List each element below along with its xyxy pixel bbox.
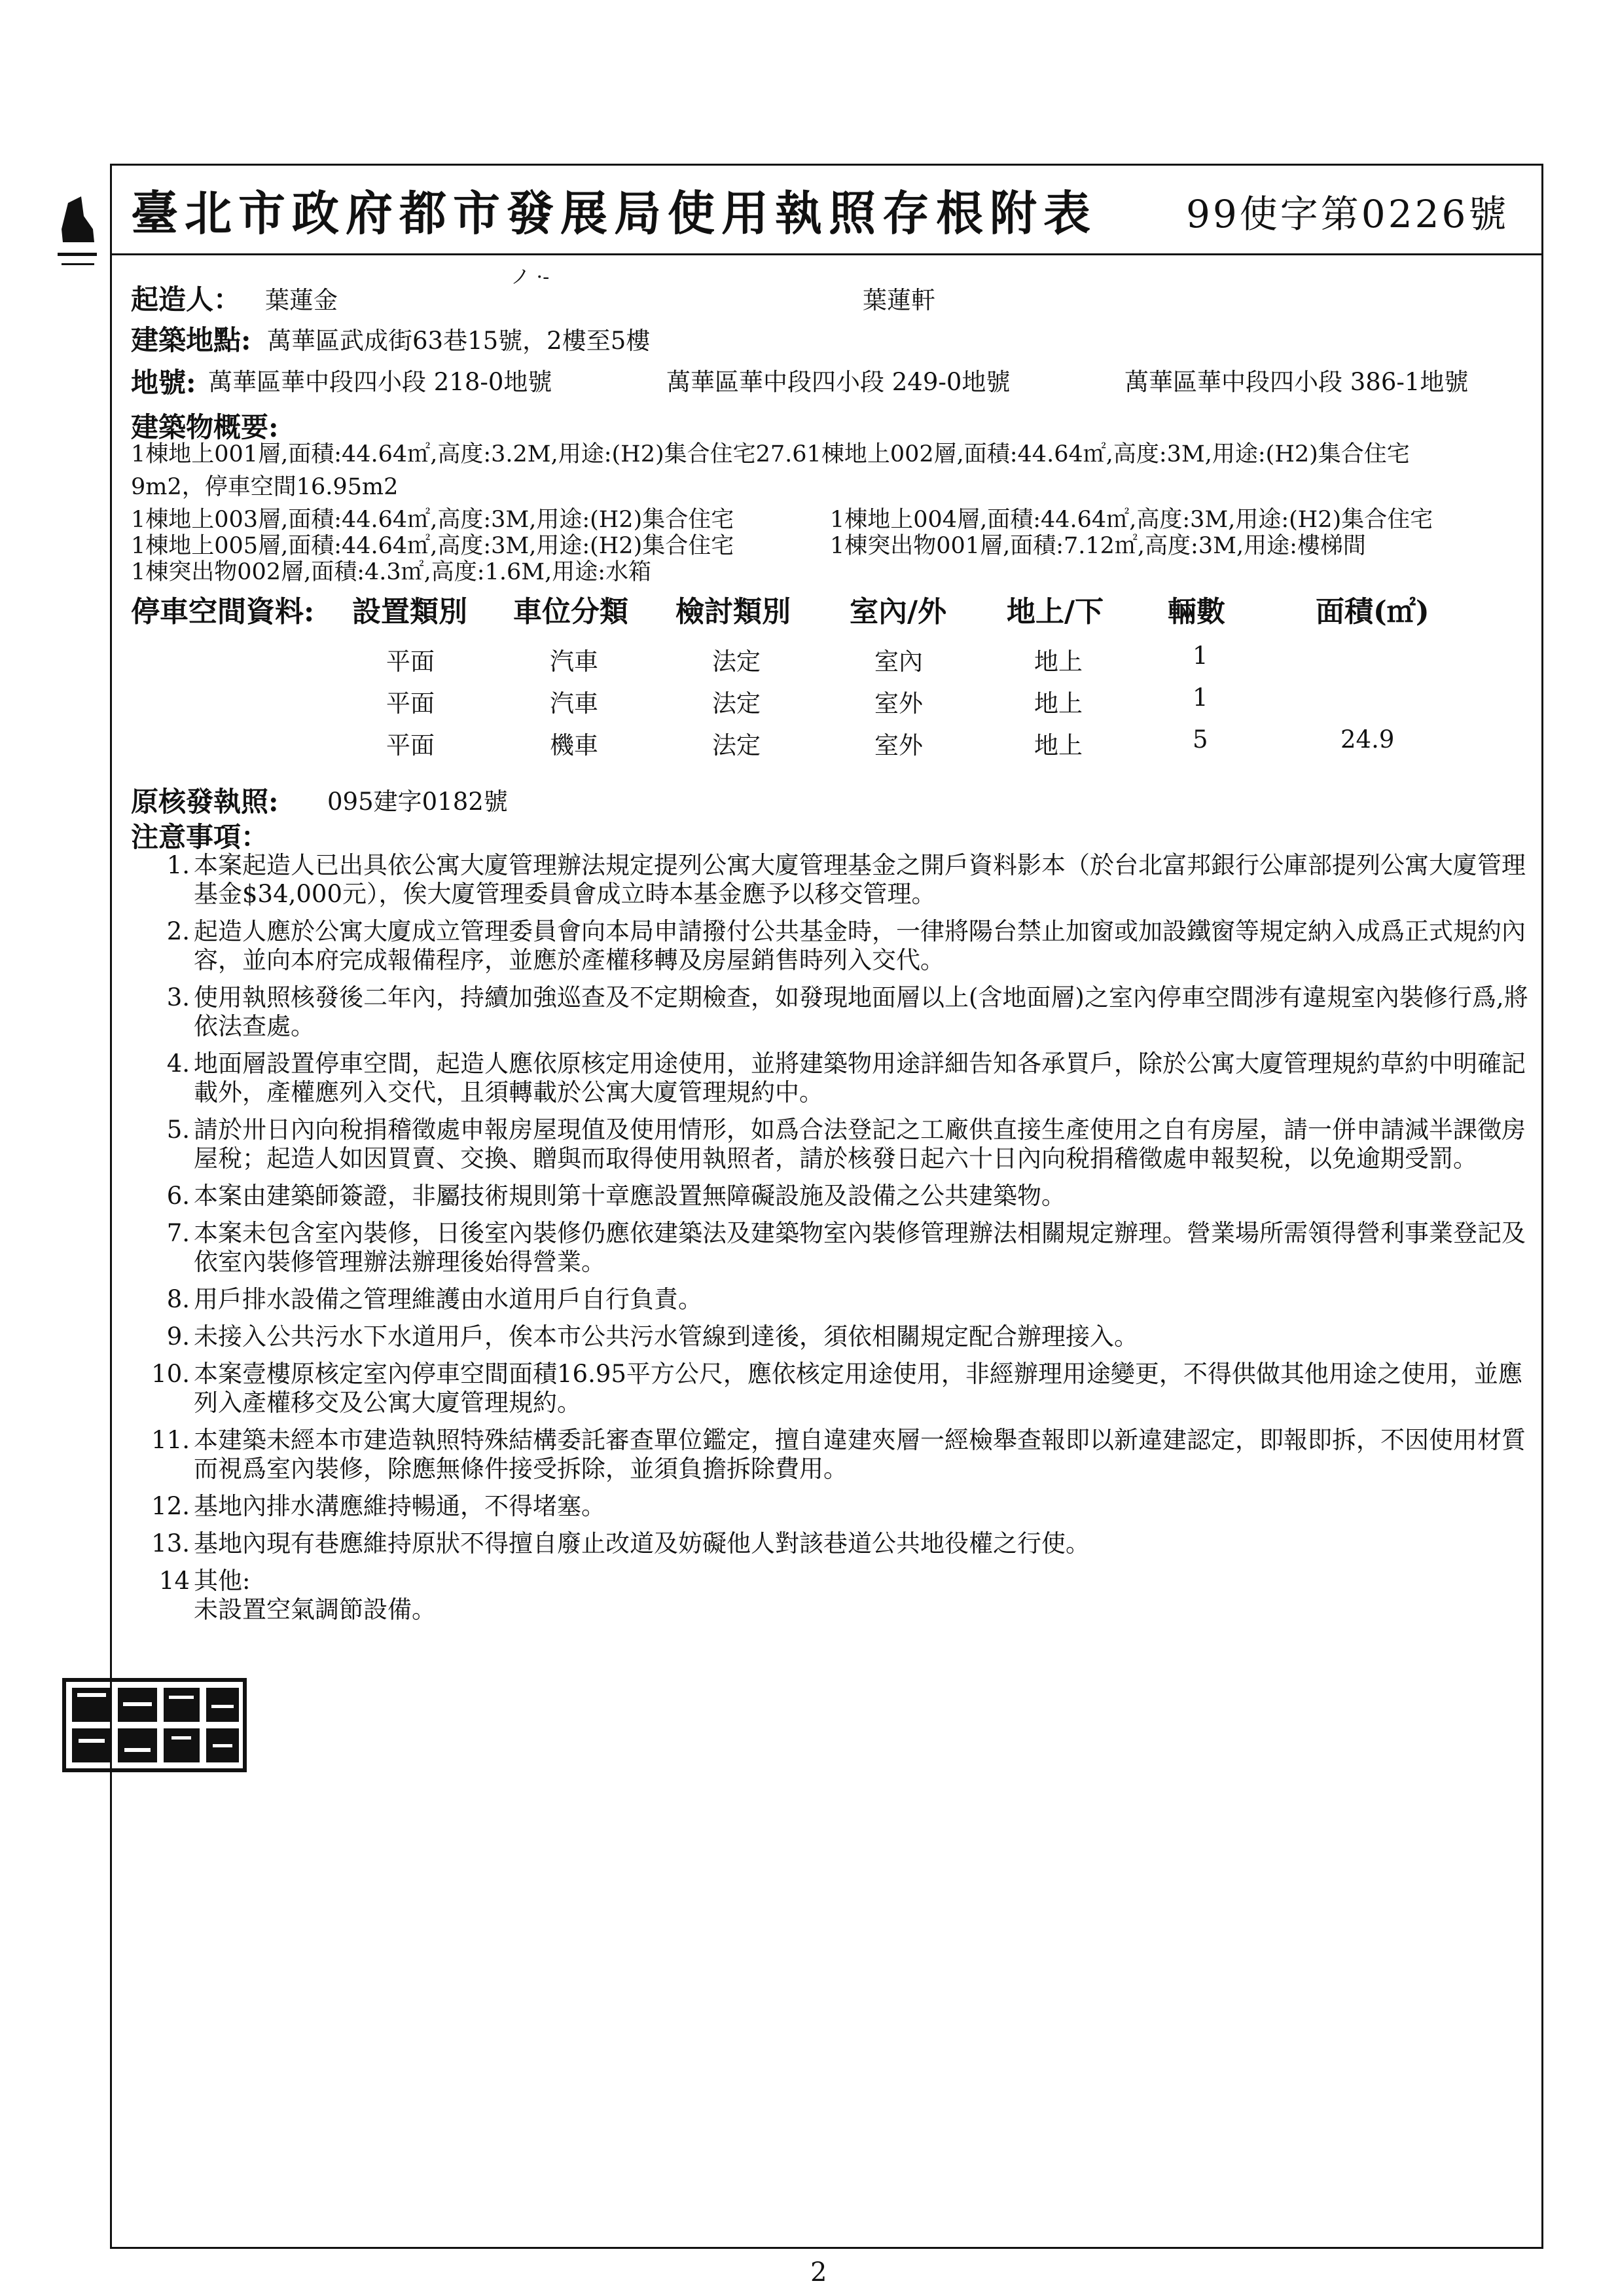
lot-label: 地號: <box>131 367 196 399</box>
original-permit-value: 095建字0182號 <box>327 788 508 816</box>
note-item <box>148 983 1536 1041</box>
lot-number-3: 萬華區華中段四小段 386-1地號 <box>1124 368 1469 396</box>
note-text: 其他: <box>194 1567 251 1595</box>
note-text: 基地內排水溝應維持暢通，不得堵塞。 <box>194 1492 605 1520</box>
page-number: 2 <box>810 2257 827 2287</box>
note-text: 本案起造人已出具依公寓大廈管理辦法規定提列公寓大廈管理基金之開戶資料影本（於台北富邦銀行公庫部提列公寓大廈管理基金$34,000元），俟大廈管理委員會成立時本基金應予以移交管理。 <box>194 851 1526 908</box>
note-number: 13. <box>151 1529 190 1558</box>
note-other-detail: 未設置空氣調節設備。 <box>194 1595 436 1624</box>
parking-header-area: 面積(㎡) <box>1316 595 1429 629</box>
note-number: 12. <box>151 1492 190 1520</box>
note-number: 9. <box>166 1322 190 1351</box>
site-label: 建築地點: <box>131 324 251 356</box>
note-item <box>148 1049 1536 1107</box>
note-number: 1. <box>166 851 190 879</box>
note-number: 5. <box>166 1116 190 1144</box>
note-item <box>148 1360 1536 1417</box>
note-item <box>148 1322 1536 1351</box>
parking-cell: 24.9 <box>1340 725 1395 754</box>
overview-line-4a: 1棟地上005層,面積:44.64㎡,高度:3M,用途:(H2)集合住宅 <box>131 533 734 559</box>
note-item <box>148 1492 1536 1521</box>
parking-header-above-below: 地上/下 <box>1007 595 1104 629</box>
parking-cell: 地上 <box>1034 731 1083 759</box>
parking-cell: 法定 <box>712 731 761 759</box>
overview-label: 建築物概要: <box>131 411 279 443</box>
parking-cell: 汽車 <box>550 689 598 718</box>
note-item <box>148 1182 1536 1211</box>
parking-header-count: 輛數 <box>1168 595 1225 629</box>
overview-line-4b: 1棟突出物001層,面積:7.12㎡,高度:3M,用途:樓梯間 <box>830 533 1366 559</box>
note-number: 14 <box>158 1567 190 1595</box>
permit-number: 99使字第0226號 <box>1186 192 1509 236</box>
parking-cell: 1 <box>1193 683 1208 712</box>
overview-line-2: 9m2，停車空間16.95m2 <box>131 474 399 500</box>
parking-cell: 平面 <box>386 689 435 718</box>
stamp-mark-icon <box>55 190 101 275</box>
parking-cell: 法定 <box>712 689 761 718</box>
parking-cell: 平面 <box>386 731 435 759</box>
applicant-name-1: 葉蓮金 <box>265 286 338 314</box>
parking-header-indoor-outdoor: 室內/外 <box>850 595 947 629</box>
note-text: 本建築未經本市建造執照特殊結構委託審查單位鑑定，擅自違建夾層一經檢舉查報即以新違建認定，即報即拆，不因使用材質而視爲室內裝修，除應無條件接受拆除，並須負擔拆除費用。 <box>194 1426 1526 1483</box>
overview-line-1: 1棟地上001層,面積:44.64㎡,高度:3.2M,用途:(H2)集合住宅27.61棟地上002層,面積:44.64㎡,高度:3M,用途:(H2)集合住宅 <box>131 441 1410 467</box>
note-item <box>148 1219 1536 1277</box>
lot-number-1: 萬華區華中段四小段 218-0地號 <box>208 368 552 396</box>
note-number: 4. <box>166 1049 190 1078</box>
overview-line-5: 1棟突出物002層,面積:4.3㎡,高度:1.6M,用途:水箱 <box>131 559 651 585</box>
note-number: 6. <box>166 1182 190 1210</box>
note-text: 本案壹樓原核定室內停車空間面積16.95平方公尺，應依核定用途使用，非經辦理用途變更，不得供做其他用途之使用，並應列入產權移交及公寓大廈管理規約。 <box>194 1360 1522 1417</box>
original-permit-label: 原核發執照: <box>131 786 279 818</box>
note-number: 10. <box>151 1360 190 1388</box>
note-text: 本案由建築師簽證，非屬技術規則第十章應設置無障礙設施及設備之公共建築物。 <box>194 1182 1066 1210</box>
parking-header-review: 檢討類別 <box>675 595 791 629</box>
overview-line-3b: 1棟地上004層,面積:44.64㎡,高度:3M,用途:(H2)集合住宅 <box>830 507 1433 533</box>
note-text: 基地內現有巷應維持原狀不得擅自廢止改道及妨礙他人對該巷道公共地役權之行使。 <box>194 1529 1090 1558</box>
parking-header-type: 設置類別 <box>352 595 467 629</box>
note-item <box>148 851 1536 909</box>
note-text: 起造人應於公寓大廈成立管理委員會向本局申請撥付公共基金時，一律將陽台禁止加窗或加設鐵窗等規定納入成爲正式規約內容，並向本府完成報備程序，並應於產權移轉及房屋銷售時列入交代。 <box>194 917 1526 974</box>
parking-cell: 1 <box>1193 642 1208 670</box>
note-text: 用戶排水設備之管理維護由水道用戶自行負責。 <box>194 1285 702 1313</box>
parking-label: 停車空間資料: <box>131 595 315 629</box>
lot-number-2: 萬華區華中段四小段 249-0地號 <box>666 368 1011 396</box>
note-text: 使用執照核發後二年內，持續加強巡查及不定期檢查，如發現地面層以上(含地面層)之室內停車空間涉有違規室內裝修行爲,將依法查處。 <box>194 983 1528 1040</box>
note-text: 請於卅日內向稅捐稽徵處申報房屋現值及使用情形，如爲合法登記之工廠供直接生產使用之自有房屋，請一併申請減半課徵房屋稅；起造人如因買賣、交換、贈與而取得使用執照者，請於核發日起六十日內向稅捐稽徵處申報契稅，以免逾期受罰。 <box>194 1116 1526 1173</box>
note-number: 8. <box>166 1285 190 1313</box>
parking-cell: 平面 <box>386 647 435 676</box>
note-text: 地面層設置停車空間，起造人應依原核定用途使用，並將建築物用途詳細告知各承買戶，除於公寓大廈管理規約草約中明確記載外，產權應列入交代，且須轉載於公寓大廈管理規約中。 <box>194 1049 1526 1106</box>
parking-cell: 地上 <box>1034 647 1083 676</box>
parking-cell: 室外 <box>874 689 923 718</box>
notes-list <box>148 851 1536 1633</box>
parking-cell: 汽車 <box>550 647 598 676</box>
note-item <box>148 1116 1536 1173</box>
notes-label: 注意事項： <box>131 821 269 853</box>
parking-cell: 地上 <box>1034 689 1083 718</box>
note-number: 3. <box>166 983 190 1011</box>
note-item <box>148 917 1536 975</box>
overview-line-3a: 1棟地上003層,面積:44.64㎡,高度:3M,用途:(H2)集合住宅 <box>131 507 734 533</box>
note-item <box>148 1567 1536 1624</box>
site-value: 萬華區武成街63巷15號，2樓至5樓 <box>267 327 651 355</box>
note-number: 2. <box>166 917 190 945</box>
parking-cell: 5 <box>1193 725 1208 754</box>
note-text: 本案未包含室內裝修，日後室內裝修仍應依建築法及建築物室內裝修管理辦法相關規定辦理。營業場所需領得營利事業登記及依室內裝修管理辦法辦理後始得營業。 <box>194 1219 1526 1276</box>
note-number: 7. <box>166 1219 190 1247</box>
note-text: 未接入公共污水下水道用戶，俟本市公共污水管線到達後，須依相關規定配合辦理接入。 <box>194 1322 1138 1351</box>
note-number: 11. <box>151 1426 190 1454</box>
applicant-name-2: 葉蓮軒 <box>863 286 935 314</box>
note-item <box>148 1529 1536 1558</box>
parking-cell: 室外 <box>874 731 923 759</box>
pen-tick-mark: ノ ·- <box>511 266 550 289</box>
parking-cell: 機車 <box>550 731 598 759</box>
parking-header-class: 車位分類 <box>513 595 628 629</box>
applicant-label: 起造人： <box>131 283 242 316</box>
note-item <box>148 1426 1536 1484</box>
parking-cell: 法定 <box>712 647 761 676</box>
page-title: 臺北市政府都市發展局使用執照存根附表 <box>131 185 1098 241</box>
note-item <box>148 1285 1536 1314</box>
parking-cell: 室內 <box>874 647 923 676</box>
official-seal-stamp <box>59 1676 249 1774</box>
